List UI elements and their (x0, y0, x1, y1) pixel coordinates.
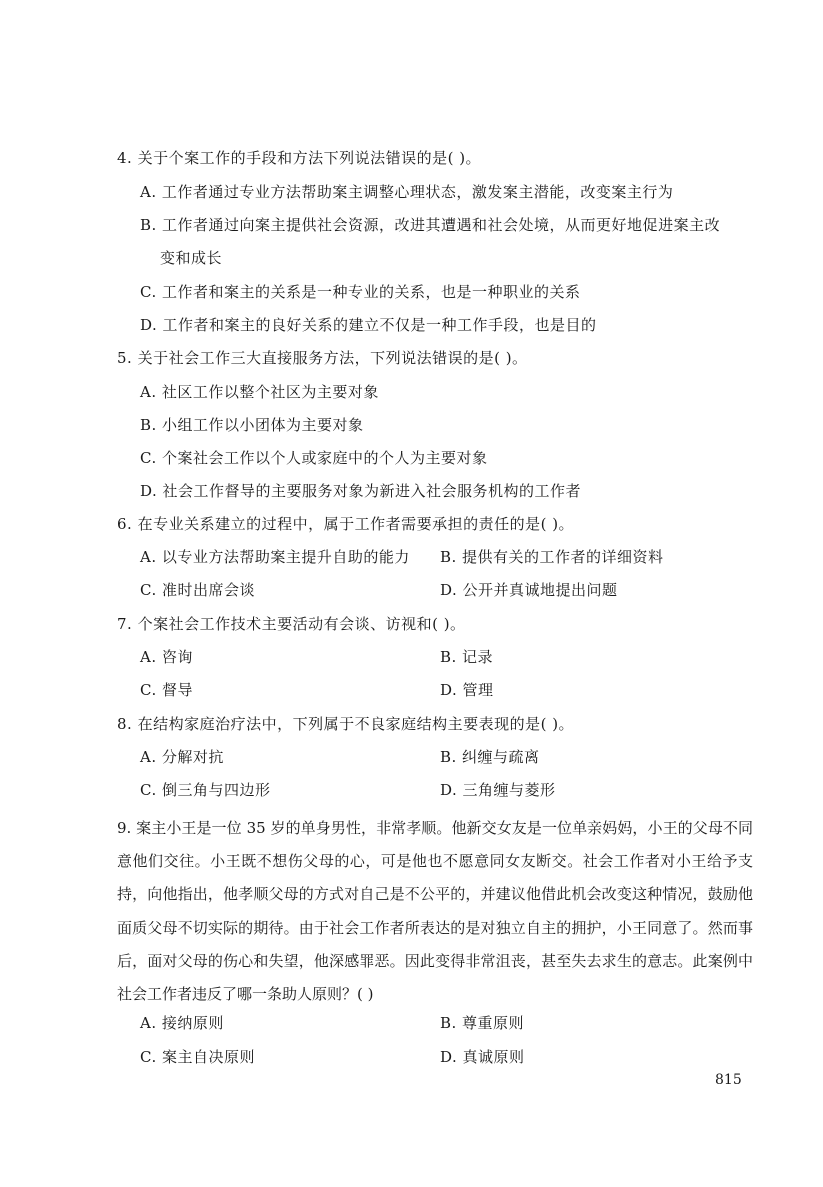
question-8-stem: 8. 在结构家庭治疗法中，下列属于不良家庭结构主要表现的是( )。 (117, 715, 575, 733)
question-7-option-b: B. 记录 (440, 648, 494, 666)
question-7-stem: 7. 个案社会工作技术主要活动有会谈、访视和( )。 (117, 615, 466, 633)
question-4-option-a: A. 工作者通过专业方法帮助案主调整心理状态，激发案主潜能，改变案主行为 (140, 183, 674, 201)
question-6-option-a: A. 以专业方法帮助案主提升自助的能力 (140, 548, 410, 566)
question-8-option-d: D. 三角缠与菱形 (440, 781, 556, 799)
question-7-option-a: A. 咨询 (140, 648, 193, 666)
question-5-option-c: C. 个案社会工作以个人或家庭中的个人为主要对象 (140, 449, 488, 467)
question-9-option-b: B. 尊重原则 (440, 1014, 525, 1032)
question-9-option-c: C. 案主自决原则 (140, 1048, 255, 1066)
question-4-option-c: C. 工作者和案主的关系是一种专业的关系，也是一种职业的关系 (140, 283, 581, 301)
question-6-stem: 6. 在专业关系建立的过程中，属于工作者需要承担的责任的是( )。 (117, 515, 575, 533)
question-8-option-b: B. 纠缠与疏离 (440, 748, 540, 766)
question-5-option-b: B. 小组工作以小团体为主要对象 (140, 416, 364, 434)
question-8-option-a: A. 分解对抗 (140, 748, 224, 766)
question-4-option-b-continued: 变和成长 (160, 249, 223, 267)
question-9-option-d: D. 真诚原则 (440, 1048, 525, 1066)
question-8-option-c: C. 倒三角与四边形 (140, 781, 271, 799)
question-9-stem: 9. 案主小王是一位 35 岁的单身男性，非常孝顺。他新交女友是一位单亲妈妈，小王的父母不同意他们交往。小王既不想伤父母的心，可是他也不愿意同女友断交。社会工作者对小王给予支持，向他指出，他孝顺父母的方式对自己是不公平的，并建议他借此机会改变这种情况，鼓励他面质父母不切实际的期待。由于社会工作者所表达的是对独立自主的拥护，小王同意了。然而事后，面对父母的伤心和失望，他深感罪恶。因此变得非常沮丧，甚至失去求生的意志。此案例中社会工作者违反了哪一条助人原则？( ) (117, 819, 753, 1004)
question-5-option-d: D. 社会工作督导的主要服务对象为新进入社会服务机构的工作者 (140, 482, 582, 500)
question-7-option-d: D. 管理 (440, 681, 494, 699)
question-5-option-a: A. 社区工作以整个社区为主要对象 (140, 383, 379, 401)
page-number: 815 (715, 1072, 742, 1088)
question-4-stem: 4. 关于个案工作的手段和方法下列说法错误的是( )。 (117, 149, 482, 167)
question-9-option-a: A. 接纳原则 (140, 1014, 224, 1032)
question-4-option-d: D. 工作者和案主的良好关系的建立不仅是一种工作手段，也是目的 (140, 316, 597, 334)
question-5-stem: 5. 关于社会工作三大直接服务方法，下列说法错误的是( )。 (117, 349, 528, 367)
question-4-option-b: B. 工作者通过向案主提供社会资源，改进其遭遇和社会处境，从而更好地促进案主改 (140, 216, 721, 234)
question-6-option-d: D. 公开并真诚地提出问题 (440, 581, 618, 599)
question-6-option-c: C. 准时出席会谈 (140, 581, 255, 599)
question-6-option-b: B. 提供有关的工作者的详细资料 (440, 548, 664, 566)
question-7-option-c: C. 督导 (140, 681, 193, 699)
